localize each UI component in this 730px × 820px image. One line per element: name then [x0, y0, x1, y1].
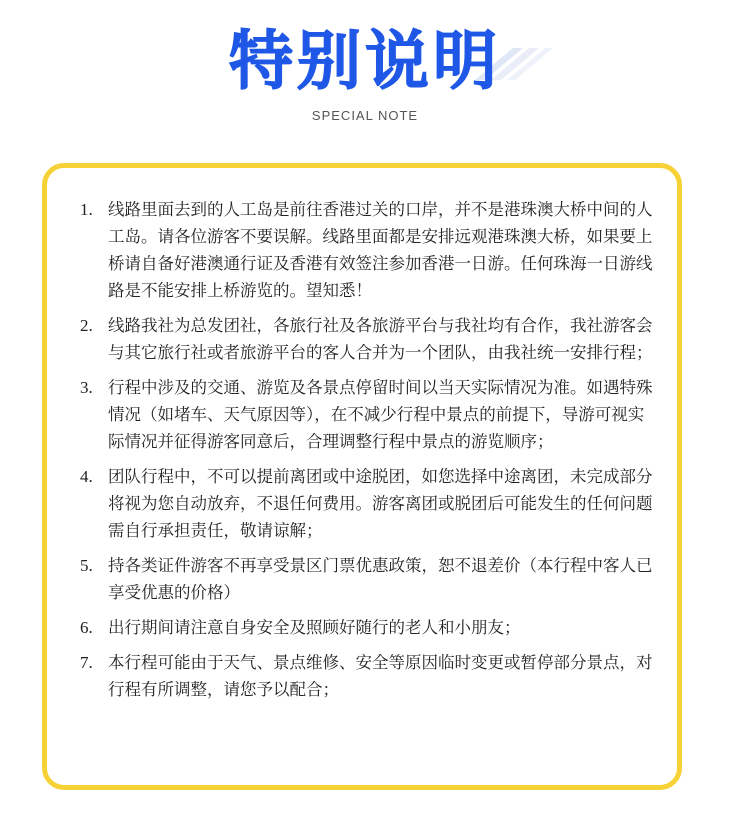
note-number: 4. [80, 467, 93, 486]
note-number: 1. [80, 200, 93, 219]
notes-list [80, 196, 660, 711]
note-number: 7. [80, 653, 93, 672]
header [0, 0, 730, 140]
note-item [80, 463, 660, 544]
note-number: 6. [80, 618, 93, 637]
note-text: 线路里面去到的人工岛是前往香港过关的口岸，并不是港珠澳大桥中间的人工岛。请各位游客不要误解。线路里面都是安排远观港珠澳大桥，如果要上桥请自备好港澳通行证及香港有效签注参加香港一日游。任何珠海一日游线路是不能安排上桥游览的。望知悉！ [108, 200, 653, 300]
page-subtitle: SPECIAL NOTE [311, 108, 419, 123]
note-item [80, 312, 660, 366]
note-number: 2. [80, 316, 93, 335]
note-number: 3. [80, 378, 93, 397]
note-item [80, 374, 660, 455]
note-item [80, 614, 660, 641]
note-text: 团队行程中，不可以提前离团或中途脱团，如您选择中途离团，未完成部分将视为您自动放弃，不退任何费用。游客离团或脱团后可能发生的任何问题需自行承担责任，敬请谅解； [108, 467, 653, 540]
note-text: 行程中涉及的交通、游览及各景点停留时间以当天实际情况为准。如遇特殊情况（如堵车、天气原因等），在不减少行程中景点的前提下，导游可视实际情况并征得游客同意后，合理调整行程中景点的游览顺序； [108, 378, 653, 451]
page-title: 特别说明 [229, 25, 501, 99]
notes-card [42, 163, 682, 790]
note-item [80, 649, 660, 703]
note-text: 持各类证件游客不再享受景区门票优惠政策，恕不退差价（本行程中客人已享受优惠的价格） [108, 556, 653, 602]
note-item [80, 196, 660, 304]
note-text: 本行程可能由于天气、景点维修、安全等原因临时变更或暂停部分景点，对行程有所调整，请您予以配合； [108, 653, 653, 699]
note-number: 5. [80, 556, 93, 575]
note-text: 出行期间请注意自身安全及照顾好随行的老人和小朋友； [108, 618, 521, 637]
note-item [80, 552, 660, 606]
note-text: 线路我社为总发团社，各旅行社及各旅游平台与我社均有合作，我社游客会与其它旅行社或者旅游平台的客人合并为一个团队，由我社统一安排行程； [108, 316, 653, 362]
